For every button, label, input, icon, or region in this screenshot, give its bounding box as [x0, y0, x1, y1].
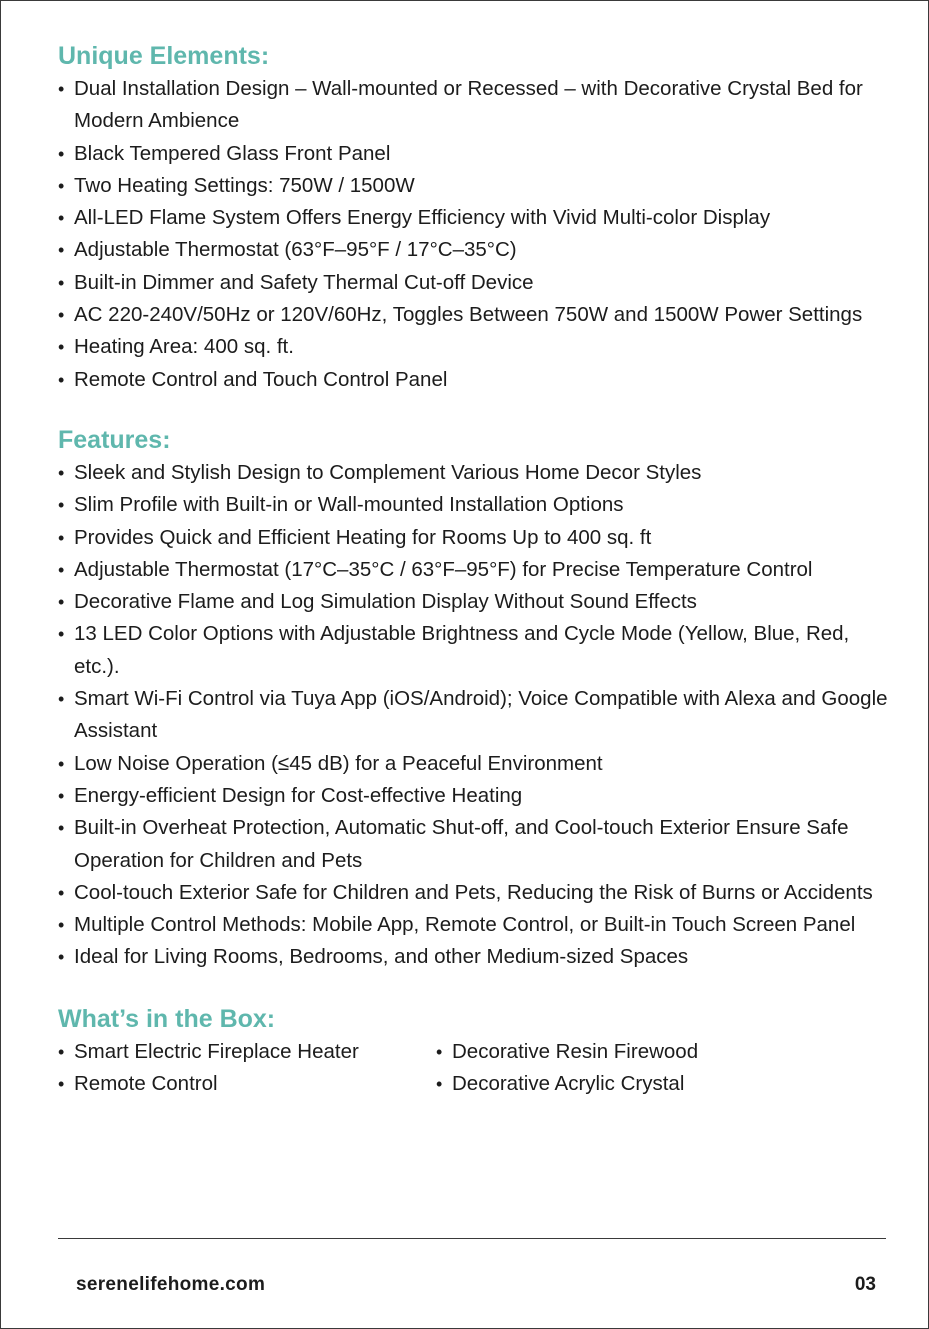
box-contents-left — [58, 1036, 436, 1101]
list-item: • Built-in Dimmer and Safety Thermal Cut-off Device — [58, 267, 888, 299]
list-item: • Decorative Acrylic Crystal — [436, 1068, 814, 1100]
list-item: • Cool-touch Exterior Safe for Children and Pets, Reducing the Risk of Burns or Accidents — [58, 877, 888, 909]
list-item: • Low Noise Operation (≤45 dB) for a Peaceful Environment — [58, 748, 888, 780]
page-number: 03 — [854, 1274, 876, 1295]
list-item: • Remote Control — [58, 1068, 436, 1100]
list-item: • All-LED Flame System Offers Energy Efficiency with Vivid Multi-color Display — [58, 202, 888, 234]
box-contents — [58, 1036, 888, 1101]
list-item: • Sleek and Stylish Design to Complement Various Home Decor Styles — [58, 457, 888, 489]
list-item: • Smart Wi-Fi Control via Tuya App (iOS/Android); Voice Compatible with Alexa and Google Assistant — [58, 683, 888, 748]
list-item: • Multiple Control Methods: Mobile App, Remote Control, or Built-in Touch Screen Panel — [58, 909, 888, 941]
list-item: • Energy-efficient Design for Cost-effective Heating — [58, 780, 888, 812]
list-item: • Dual Installation Design – Wall-mounted or Recessed – with Decorative Crystal Bed for Modern Ambience — [58, 73, 888, 138]
list-item: • Two Heating Settings: 750W / 1500W — [58, 170, 888, 202]
whats-in-the-box-heading: What’s in the Box: — [58, 1004, 276, 1033]
box-contents-right — [436, 1036, 814, 1101]
page-content — [58, 39, 888, 1100]
unique-elements-heading: Unique Elements: — [58, 42, 270, 70]
list-item: • Decorative Flame and Log Simulation Display Without Sound Effects — [58, 586, 888, 618]
list-item: • Ideal for Living Rooms, Bedrooms, and other Medium-sized Spaces — [58, 941, 888, 973]
list-item: • Remote Control and Touch Control Panel — [58, 364, 888, 396]
list-item: • Provides Quick and Efficient Heating for Rooms Up to 400 sq. ft — [58, 522, 888, 554]
footer-divider — [58, 1238, 886, 1239]
unique-elements-list — [58, 73, 888, 396]
list-item: • Decorative Resin Firewood — [436, 1036, 814, 1068]
list-item: • Slim Profile with Built-in or Wall-mounted Installation Options — [58, 489, 888, 521]
list-item: • Adjustable Thermostat (17°C–35°C / 63°F–95°F) for Precise Temperature Control — [58, 554, 888, 586]
footer-website: serenelifehome.com — [76, 1274, 266, 1295]
features-list — [58, 457, 888, 974]
list-item: • Smart Electric Fireplace Heater — [58, 1036, 436, 1068]
list-item: • Adjustable Thermostat (63°F–95°F / 17°C–35°C) — [58, 234, 888, 266]
features-heading: Features: — [58, 425, 171, 454]
list-item: • 13 LED Color Options with Adjustable Brightness and Cycle Mode (Yellow, Blue, Red, etc.). — [58, 618, 888, 683]
list-item: • AC 220-240V/50Hz or 120V/60Hz, Toggles Between 750W and 1500W Power Settings — [58, 299, 888, 331]
list-item: • Black Tempered Glass Front Panel — [58, 138, 888, 170]
list-item: • Heating Area: 400 sq. ft. — [58, 331, 888, 363]
list-item: • Built-in Overheat Protection, Automatic Shut-off, and Cool-touch Exterior Ensure Safe Operation for Children and Pets — [58, 812, 888, 877]
